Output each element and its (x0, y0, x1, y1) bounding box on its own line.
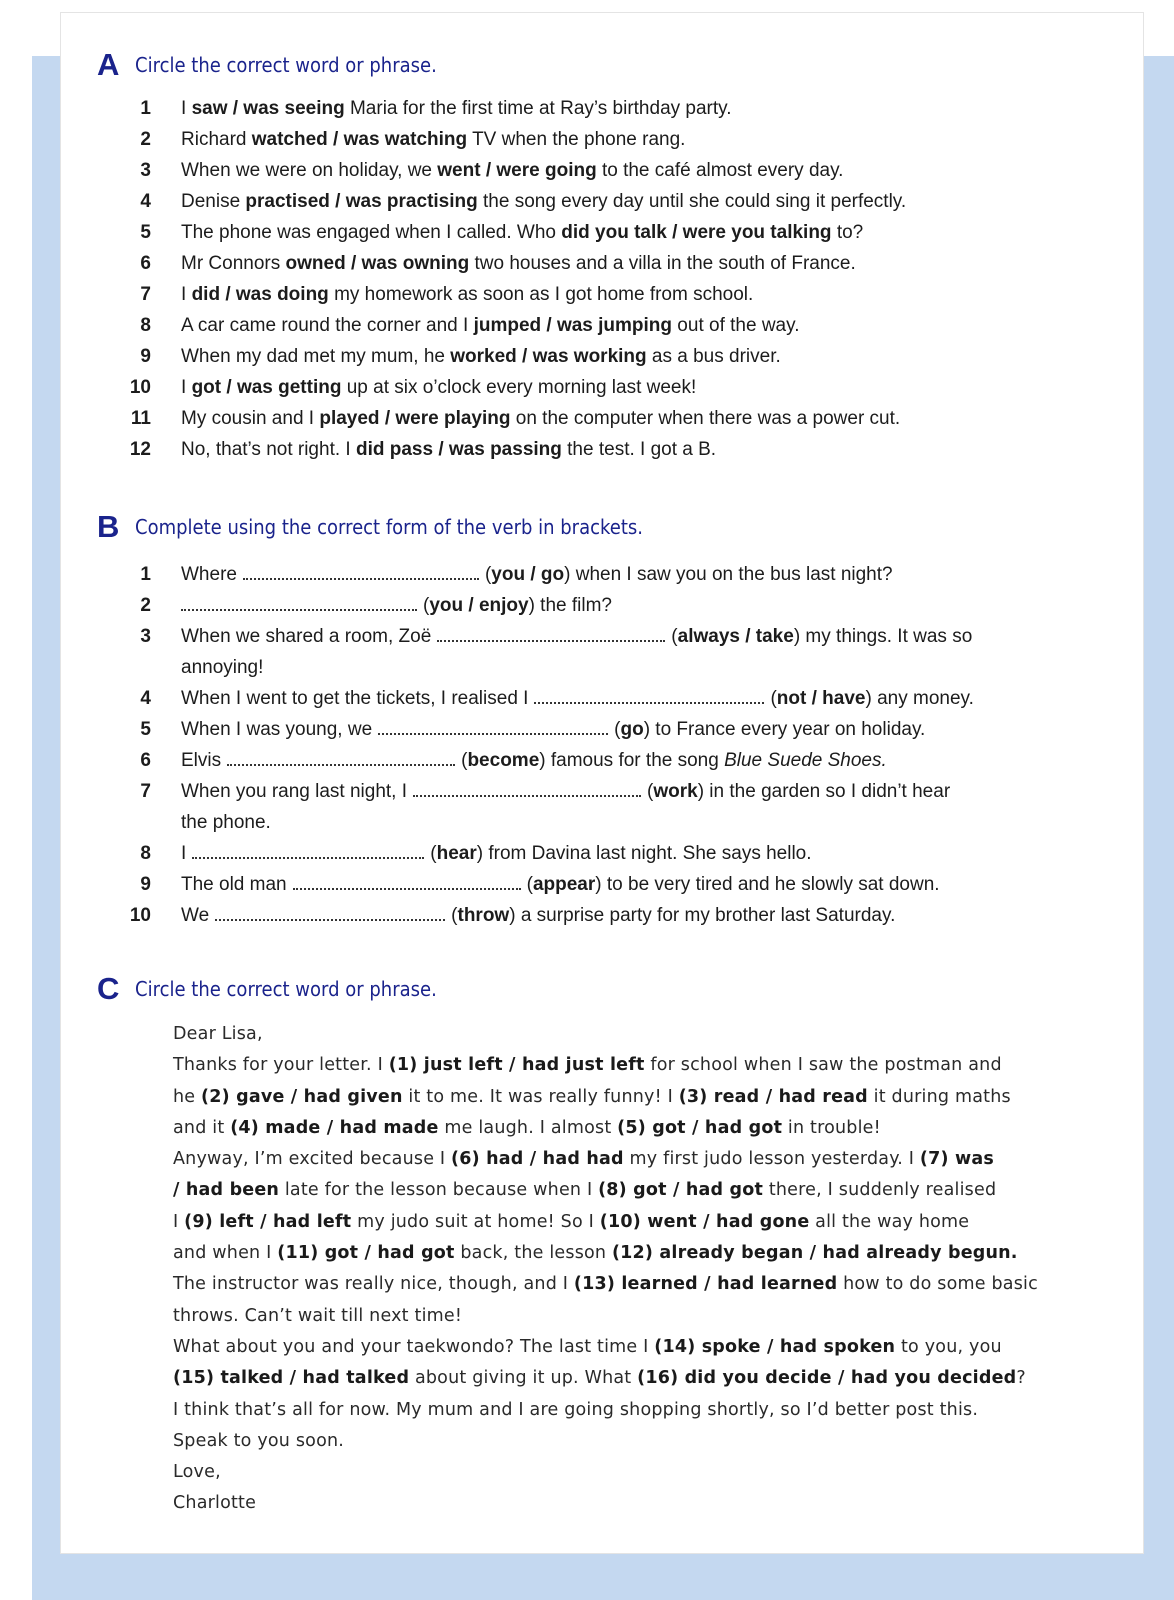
answer-choice[interactable]: (14) spoke / had spoken (654, 1336, 896, 1357)
item-text: When I went to get the tickets, I realised I (181, 688, 529, 709)
exercise-b-item: 9 The old man (appear) to be very tired and he slowly sat down. (97, 869, 1123, 900)
verb-prompt: become (467, 750, 540, 771)
answer-choice[interactable]: (13) learned / had learned (573, 1274, 838, 1295)
exercise-b-item: 10 We (throw) a surprise party for my brother last Saturday. (97, 900, 1123, 931)
item-text: my homework as soon as I got home from school. (328, 284, 754, 305)
section-b-title: Complete using the correct form of the verb in brackets. (135, 515, 644, 539)
item-text: any money. (871, 688, 974, 709)
letter-line: / had been late for the lesson because when I (8) got / had got there, I suddenly realised (173, 1180, 997, 1201)
answer-blank[interactable] (181, 594, 417, 611)
item-text: as a bus driver. (646, 346, 781, 367)
letter-line: (15) talked / had talked about giving it up. What (16) did you decide / had you decided? (173, 1368, 1026, 1389)
answer-blank[interactable] (243, 563, 479, 580)
verb-prompt: you / enjoy (429, 595, 529, 616)
answer-choice[interactable]: practised / was practising (245, 191, 478, 212)
page-margin-right (1140, 56, 1174, 1600)
letter-line: and it (4) made / had made me laugh. I almost (5) got / had got in trouble! (173, 1117, 881, 1138)
letter-line: Anyway, I’m excited because I (6) had / had had my first judo lesson yesterday. I (7) was (173, 1149, 994, 1170)
exercise-a-item (97, 93, 1123, 124)
answer-blank[interactable] (437, 625, 665, 642)
section-c-letter: C (97, 971, 120, 1006)
item-number: 12 (129, 439, 151, 460)
letter-line: throws. Can’t wait till next time! (173, 1305, 463, 1326)
letter-line: The instructor was really nice, though, and I (13) learned / had learned how to do some basic (173, 1274, 1038, 1295)
answer-choice[interactable]: (8) got / had got (598, 1180, 764, 1201)
exercise-a-item (97, 341, 1123, 372)
item-number: 3 (140, 160, 151, 181)
letter-greeting: Dear Lisa, (173, 1024, 263, 1044)
exercise-a-item (97, 279, 1123, 310)
item-text: Denise (181, 191, 246, 212)
item-text: in the garden so I didn’t hear (704, 781, 951, 802)
item-text: my things. It was so (800, 626, 973, 647)
section-b-letter: B (97, 509, 120, 544)
section-a-list (97, 93, 1123, 465)
verb-prompt: hear (436, 843, 477, 864)
answer-choice[interactable]: (16) did you decide / had you decided (637, 1368, 1017, 1389)
item-number: 3 (140, 626, 151, 647)
item-number: 1 (140, 98, 151, 119)
item-text: up at six o’clock every morning last week! (341, 377, 697, 398)
answer-choice[interactable]: (7) was (919, 1149, 994, 1170)
letter-line: he (2) gave / had given it to me. It was really funny! I (3) read / had read it during maths (173, 1086, 1011, 1107)
item-number: 11 (130, 408, 151, 429)
item-text: When my dad met my mum, he (181, 346, 451, 367)
item-number: 1 (140, 564, 151, 585)
exercise-a-item (97, 248, 1123, 279)
item-text: the test. I got a B. (561, 439, 717, 460)
item-text: A car came round the corner and I (181, 315, 474, 336)
answer-choice[interactable]: did pass / was passing (355, 439, 562, 460)
item-text: Where (181, 564, 237, 585)
item-text: two houses and a villa in the south of France. (469, 253, 856, 274)
verb-prompt: not / have (776, 688, 866, 709)
item-text: I (181, 284, 192, 305)
verb-prompt: go (620, 719, 644, 740)
exercise-a-item (97, 403, 1123, 434)
item-text: a surprise party for my brother last Saturday. (515, 905, 896, 926)
answer-blank[interactable] (413, 780, 641, 797)
item-text-continued: annoying! (181, 657, 264, 678)
answer-choice[interactable]: saw / was seeing (191, 98, 345, 119)
item-text: Maria for the first time at Ray’s birthday party. (344, 98, 732, 119)
answer-choice[interactable]: (15) talked / had talked (173, 1368, 410, 1389)
answer-blank[interactable] (215, 904, 445, 921)
exercise-b-item: 6 Elvis (become) famous for the song Blue Suede Shoes. (97, 745, 1123, 776)
item-text: out of the way. (672, 315, 800, 336)
item-number: 5 (140, 719, 151, 740)
item-number: 5 (140, 222, 151, 243)
section-a-header (97, 47, 1123, 85)
item-text: Elvis (181, 750, 222, 771)
verb-prompt: always / take (677, 626, 794, 647)
item-text: the song every day until she could sing it perfectly. (477, 191, 907, 212)
answer-blank[interactable] (378, 718, 608, 735)
verb-prompt: appear (532, 874, 596, 895)
exercise-b-item: 1 Where (you / go) when I saw you on the bus last night? (97, 559, 1123, 590)
item-text: When we shared a room, Zoë (181, 626, 432, 647)
item-text: TV when the phone rang. (467, 129, 686, 150)
item-text: to France every year on holiday. (650, 719, 926, 740)
item-number: 8 (140, 315, 151, 336)
item-number: 2 (140, 129, 151, 150)
item-text: the film? (534, 595, 612, 616)
item-number: 4 (140, 191, 151, 212)
item-text: The old man (181, 874, 287, 895)
item-number: 6 (140, 253, 151, 274)
exercise-a-item (97, 155, 1123, 186)
page-margin-bottom (32, 1552, 1174, 1600)
answer-choice[interactable]: (12) already began / had already begun. (611, 1243, 1018, 1264)
answer-choice[interactable]: worked / was working (450, 346, 647, 367)
item-number: 10 (129, 377, 151, 398)
answer-choice[interactable]: (4) made / had made (230, 1117, 439, 1138)
answer-choice[interactable]: (6) had / had had (451, 1149, 624, 1170)
answer-blank[interactable] (293, 873, 521, 890)
verb-prompt: you / go (491, 564, 565, 585)
exercise-a-item (97, 434, 1123, 465)
item-text: famous for the song (545, 750, 725, 771)
exercise-b-item: 8 I (hear) from Davina last night. She says hello. (97, 838, 1123, 869)
answer-choice[interactable]: (11) got / had got (277, 1243, 455, 1264)
section-c-title: Circle the correct word or phrase. (135, 977, 437, 1001)
letter-line: and when I (11) got / had got back, the lesson (12) already began / had already begun. (173, 1243, 1018, 1264)
exercise-a-item (97, 310, 1123, 341)
item-number: 9 (140, 874, 151, 895)
item-text: No, that’s not right. I (181, 439, 356, 460)
exercise-a-item (97, 372, 1123, 403)
answer-blank[interactable] (534, 687, 764, 704)
item-text: I (181, 843, 187, 864)
exercise-a-item (97, 186, 1123, 217)
letter-line: Speak to you soon. (173, 1430, 345, 1451)
answer-choice[interactable]: (9) left / had left (184, 1211, 352, 1232)
answer-choice[interactable]: (2) gave / had given (201, 1086, 403, 1107)
item-text: Mr Connors (181, 253, 286, 274)
answer-choice[interactable]: did / was doing (191, 284, 329, 305)
exercise-b-item: 2 (you / enjoy) the film? (97, 590, 1123, 621)
item-text: Richard (181, 129, 252, 150)
answer-choice[interactable]: watched / was watching (251, 129, 468, 150)
item-number: 8 (140, 843, 151, 864)
letter-line: I think that’s all for now. My mum and I are going shopping shortly, so I’d better post this. (173, 1399, 979, 1420)
section-b-list (97, 559, 1123, 931)
answer-choice[interactable]: (3) read / had read (678, 1086, 868, 1107)
song-title: Blue Suede Shoes. (724, 750, 887, 771)
section-a (97, 47, 1123, 465)
item-text: I (181, 377, 192, 398)
item-number: 2 (140, 595, 151, 616)
section-c-header (97, 971, 1123, 1009)
answer-choice[interactable]: went / were going (437, 160, 597, 181)
section-a-letter: A (97, 47, 120, 82)
exercise-b-item: 5 When I was young, we (go) to France every year on holiday. (97, 714, 1123, 745)
item-text: We (181, 905, 210, 926)
item-text: When I was young, we (181, 719, 373, 740)
item-number: 6 (140, 750, 151, 771)
item-text: My cousin and I (181, 408, 320, 429)
item-text: to be very tired and he slowly sat down. (601, 874, 940, 895)
answer-choice[interactable]: played / were playing (319, 408, 511, 429)
item-number: 7 (140, 781, 151, 802)
section-b-header (97, 509, 1123, 547)
exercise-b-item: 3 When we shared a room, Zoë (always / take) my things. It was so annoying! (97, 621, 1123, 683)
item-number: 7 (140, 284, 151, 305)
letter-signature: Charlotte (173, 1493, 257, 1514)
section-b (97, 509, 1123, 931)
exercise-b-item: 7 When you rang last night, I (work) in the garden so I didn’t hear the phone. (97, 776, 1123, 838)
item-text: to the café almost every day. (596, 160, 844, 181)
answer-choice[interactable]: owned / was owning (285, 253, 470, 274)
item-text: When you rang last night, I (181, 781, 408, 802)
exercise-a-item (97, 217, 1123, 248)
answer-blank[interactable] (227, 749, 455, 766)
exercise-b-item: 4 When I went to get the tickets, I realised I (not / have) any money. (97, 683, 1123, 714)
answer-choice[interactable]: got / was getting (191, 377, 342, 398)
letter-text (173, 1019, 1113, 1520)
answer-choice[interactable]: did you talk / were you talking (561, 222, 832, 243)
answer-choice[interactable]: jumped / was jumping (473, 315, 673, 336)
exercise-a-item (97, 124, 1123, 155)
answer-choice[interactable]: / had been (173, 1180, 280, 1201)
answer-blank[interactable] (192, 842, 424, 859)
item-text: The phone was engaged when I called. Who (181, 222, 562, 243)
section-a-title: Circle the correct word or phrase. (135, 53, 437, 77)
item-number: 4 (140, 688, 151, 709)
answer-choice[interactable]: (10) went / had gone (599, 1211, 810, 1232)
item-number: 9 (140, 346, 151, 367)
letter-line: Thanks for your letter. I (1) just left / had just left for school when I saw the postman and (173, 1055, 1002, 1076)
letter-line: I (9) left / had left my judo suit at home! So I (10) went / had gone all the way home (173, 1211, 970, 1232)
item-text: when I saw you on the bus last night? (570, 564, 893, 585)
answer-choice[interactable]: (1) just left / had just left (388, 1055, 645, 1076)
answer-choice[interactable]: (5) got / had got (617, 1117, 783, 1138)
letter-closing: Love, (173, 1462, 221, 1483)
item-text: to? (831, 222, 864, 243)
letter-line: What about you and your taekwondo? The last time I (14) spoke / had spoken to you, you (173, 1336, 1002, 1357)
item-text: I (181, 98, 192, 119)
worksheet-page (60, 12, 1144, 1554)
item-text: on the computer when there was a power cut. (510, 408, 901, 429)
item-text: from Davina last night. She says hello. (483, 843, 812, 864)
item-text-continued: the phone. (181, 812, 271, 833)
verb-prompt: work (653, 781, 698, 802)
verb-prompt: throw (457, 905, 510, 926)
section-c (97, 971, 1123, 1009)
item-number: 10 (129, 905, 151, 926)
item-text: When we were on holiday, we (181, 160, 438, 181)
